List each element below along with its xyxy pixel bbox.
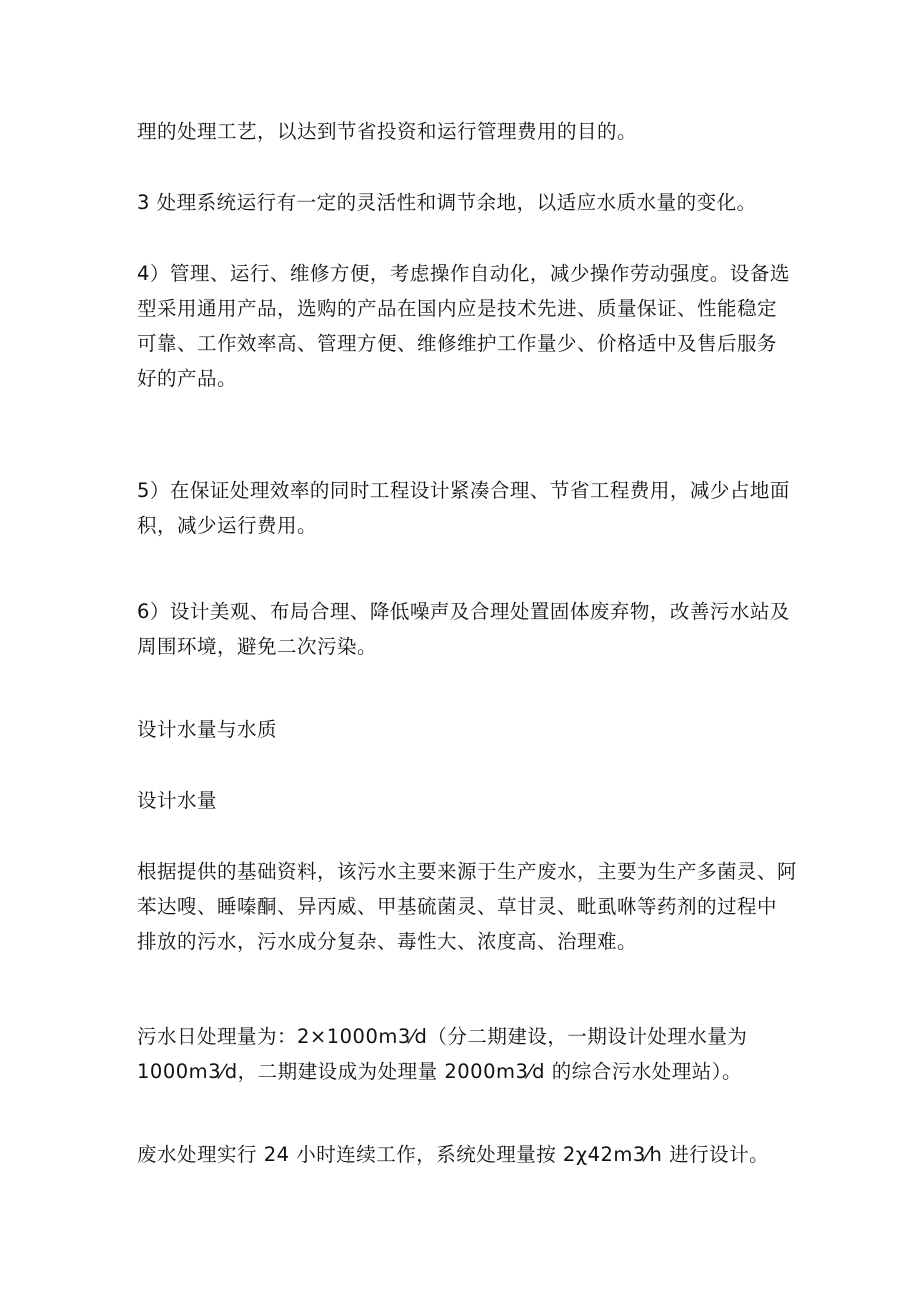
text-line: 设计水量	[137, 789, 218, 812]
text-line: 排放的污水，污水成分复杂、毒性大、浓度高、治理难。	[137, 930, 638, 953]
text-line: 可靠、工作效率高、管理方便、维修维护工作量少、价格适中及售后服务	[137, 332, 778, 355]
section-heading-water-quantity-quality	[137, 712, 787, 747]
text-line: 3 处理系统运行有一定的灵活性和调节余地，以适应水质水量的变化。	[137, 191, 757, 214]
paragraph-item-5	[137, 473, 790, 543]
text-line: 好的产品。	[137, 367, 238, 390]
text-line: 1000m3⁄d，二期建设成为处理量 2000m3⁄d 的综合污水处理站）。	[137, 1060, 742, 1083]
paragraph-daily-capacity	[137, 1019, 787, 1089]
section-heading-water-quantity	[137, 783, 787, 818]
text-line: 4）管理、运行、维修方便，考虑操作自动化，减少操作劳动强度。设备选	[137, 262, 790, 285]
text-line: 废水处理实行 24 小时连续工作，系统处理量按 2χ42m3⁄h 进行设计。	[137, 1143, 770, 1166]
paragraph-process-goal	[137, 114, 787, 149]
text-line: 5）在保证处理效率的同时工程设计紧凑合理、节省工程费用，减少占地面	[137, 479, 790, 502]
text-line: 根据提供的基础资料，该污水主要来源于生产废水，主要为生产多菌灵、阿	[137, 860, 798, 883]
text-line: 设计水量与水质	[137, 718, 278, 741]
text-line: 苯达嗖、睡嗪酮、异丙威、甲基硫菌灵、草甘灵、毗虱咻等药剂的过程中	[137, 895, 778, 918]
text-line: 污水日处理量为：2×1000m3⁄d（分二期建设，一期设计处理水量为	[137, 1025, 748, 1048]
paragraph-wastewater-source	[137, 854, 798, 959]
text-line: 型采用通用产品，选购的产品在国内应是技术先进、质量保证、性能稳定	[137, 297, 778, 320]
text-line: 积，减少运行费用。	[137, 514, 318, 537]
text-line: 周围环境，避免二次污染。	[137, 635, 378, 658]
paragraph-item-6	[137, 594, 790, 664]
paragraph-item-3	[137, 185, 787, 220]
paragraph-continuous-operation	[137, 1137, 787, 1172]
text-line: 理的处理工艺，以达到节省投资和运行管理费用的目的。	[137, 120, 638, 143]
text-line: 6）设计美观、布局合理、降低噪声及合理处置固体废弃物，改善污水站及	[137, 600, 790, 623]
paragraph-item-4	[137, 256, 790, 396]
